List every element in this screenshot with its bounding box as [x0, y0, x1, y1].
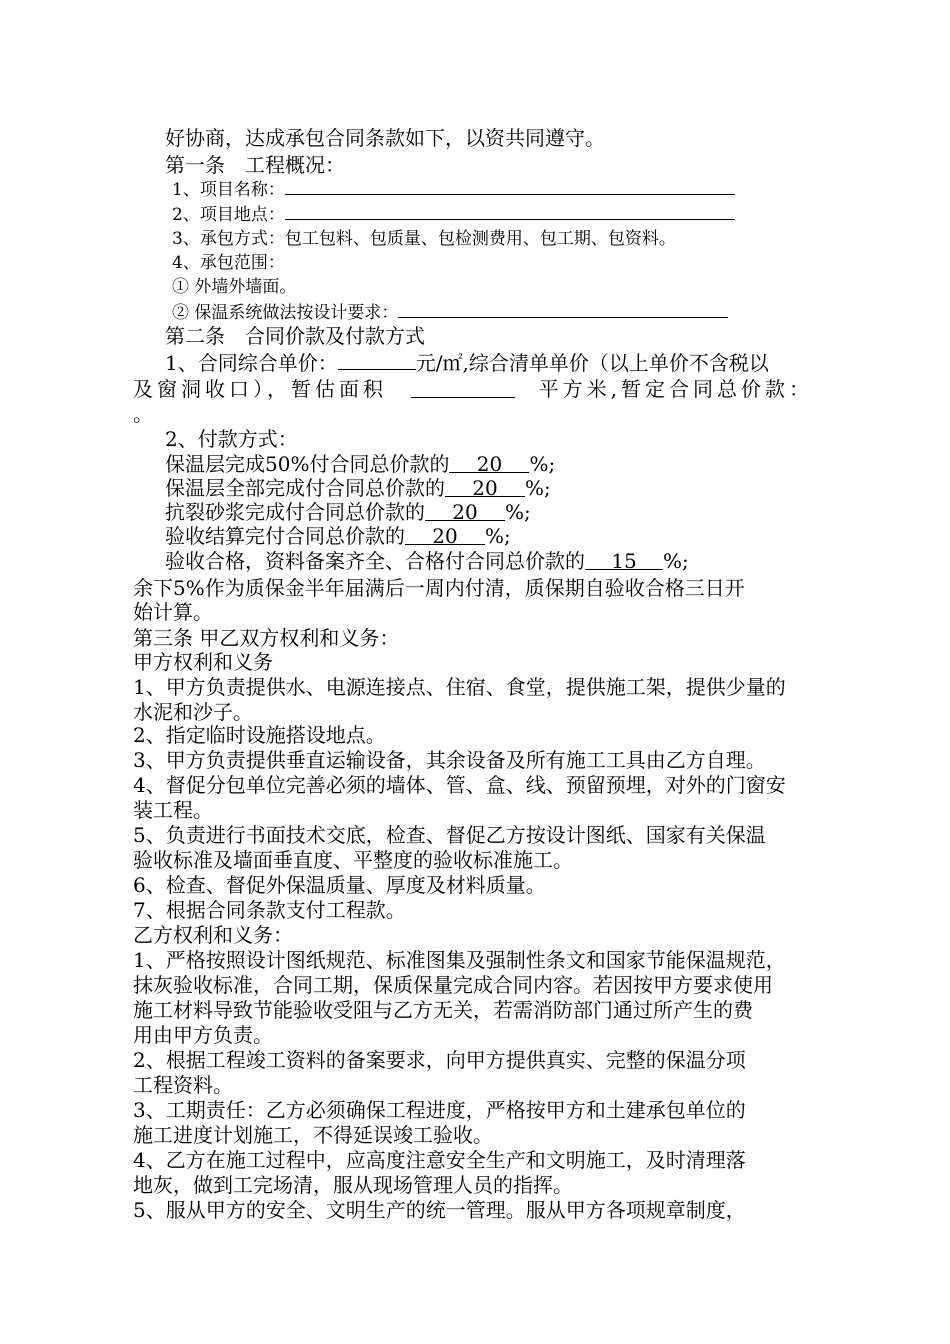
payment-percent[interactable]: 20 [405, 524, 485, 545]
payment-unit: %; [663, 549, 689, 573]
party-a-line: 2、指定临时设施搭设地点。 [133, 723, 386, 747]
project-site-label: 2、项目地点： [172, 205, 285, 225]
project-site-blank[interactable] [285, 203, 735, 220]
payment-text: 验收结算完付合同总价款的 [165, 524, 405, 548]
unit-price-line-2 [133, 377, 813, 401]
payment-unit: %; [505, 500, 531, 524]
payment-percent[interactable]: 20 [445, 476, 525, 497]
article1-title: 第一条 工程概况： [165, 153, 345, 177]
payment-percent[interactable]: 20 [449, 452, 529, 473]
party-a-line: 1、甲方负责提供水、电源连接点、住宿、食堂，提供施工架，提供少量的 [133, 675, 786, 699]
scope-item-2-row [172, 301, 728, 324]
project-name-row [172, 178, 735, 201]
party-b-line: 4、乙方在施工过程中，应高度注意安全生产和文明施工，及时清理落 [133, 1148, 746, 1172]
area-blank[interactable] [411, 377, 515, 398]
party-a-line: 6、检查、督促外保温质量、厚度及材料质量。 [133, 873, 546, 897]
unit-price-line-3: 。 [133, 402, 153, 426]
party-b-line: 3、工期责任：乙方必须确保工程进度，严格按甲方和土建承包单位的 [133, 1098, 746, 1122]
party-a-line: 装工程。 [133, 798, 213, 822]
payment-text: 验收合格，资料备案齐全、合格付合同总价款的 [165, 549, 585, 573]
party-a-line: 验收标准及墙面垂直度、平整度的验收标准施工。 [133, 848, 573, 872]
payment-unit: %; [485, 524, 511, 548]
party-a-line: 3、甲方负责提供垂直运输设备，其余设备及所有施工工具由乙方自理。 [133, 748, 766, 772]
intro-line: 好协商，达成承包合同条款如下，以资共同遵守。 [165, 126, 605, 150]
unit-price-text: 元/㎡,综合清单单价（以上单价不含税以 [415, 351, 769, 375]
payment-unit: %; [525, 476, 551, 500]
payment-unit: %; [529, 452, 556, 476]
retention-line-1: 余下5%作为质保金半年届满后一周内付清，质保期自验收合格三日开 [133, 576, 745, 600]
party-b-line: 2、根据工程竣工资料的备案要求，向甲方提供真实、完整的保温分项 [133, 1048, 746, 1072]
project-name-blank[interactable] [285, 178, 735, 195]
party-a-line: 7、根据合同条款支付工程款。 [133, 898, 406, 922]
area-label: 及窗洞收口），暂估面积 [133, 377, 387, 401]
project-name-label: 1、项目名称： [172, 180, 285, 200]
scope-label: 4、承包范围： [172, 253, 285, 273]
unit-price-blank[interactable] [338, 349, 416, 370]
party-b-line: 工程资料。 [133, 1073, 233, 1097]
contract-mode: 3、承包方式：包工包料、包质量、包检测费用、包工期、包资料。 [172, 229, 676, 249]
party-a-line: 4、督促分包单位完善必须的墙体、管、盒、线、预留预埋，对外的门窗安 [133, 773, 786, 797]
party-a-title: 甲方权利和义务 [133, 650, 273, 674]
party-a-line: 水泥和沙子。 [133, 700, 253, 724]
payment-percent[interactable]: 15 [585, 549, 663, 570]
payment-text: 保温层完成50%付合同总价款的 [165, 452, 450, 476]
payment-row [165, 500, 531, 524]
total-price-label: 平方米,暂定合同总价款： [538, 377, 813, 401]
retention-line-2: 始计算。 [133, 600, 213, 624]
party-b-line: 抹灰验收标准，合同工期，保质保量完成合同内容。若因按甲方要求使用 [133, 973, 773, 997]
payment-text: 保温层全部完成付合同总价款的 [165, 476, 445, 500]
unit-price-label: 1、合同综合单价： [165, 351, 338, 375]
party-b-title: 乙方权利和义务： [133, 923, 293, 947]
scope-item-1: ① 外墙外墙面。 [172, 277, 297, 297]
insulation-method-blank[interactable] [398, 301, 728, 318]
payment-percent[interactable]: 20 [425, 500, 505, 521]
payment-row [165, 549, 689, 573]
payment-row [165, 452, 555, 476]
party-a-line: 5、负责进行书面技术交底，检查、督促乙方按设计图纸、国家有关保温 [133, 823, 766, 847]
unit-price-line-1 [165, 349, 769, 375]
scope-item-2-label: ② 保温系统做法按设计要求： [172, 303, 399, 323]
payment-text: 抗裂砂浆完成付合同总价款的 [165, 500, 425, 524]
article3-title: 第三条 甲乙双方权利和义务： [133, 626, 400, 650]
party-b-line: 施工材料导致节能验收受阻与乙方无关，若需消防部门通过所产生的费 [133, 998, 753, 1022]
party-b-line: 1、严格按照设计图纸规范、标准图集及强制性条文和国家节能保温规范， [133, 948, 786, 972]
party-b-line: 地灰，做到工完场清，服从现场管理人员的指挥。 [133, 1173, 573, 1197]
payment-row [165, 476, 551, 500]
party-b-line: 5、服从甲方的安全、文明生产的统一管理。服从甲方各项规章制度， [133, 1198, 746, 1222]
payment-row [165, 524, 511, 548]
article2-title: 第二条 合同价款及付款方式 [165, 324, 425, 348]
payment-title: 2、付款方式： [165, 427, 298, 451]
project-site-row [172, 203, 735, 226]
party-b-line: 用由甲方负责。 [133, 1023, 273, 1047]
party-b-line: 施工进度计划施工，不得延误竣工验收。 [133, 1123, 493, 1147]
